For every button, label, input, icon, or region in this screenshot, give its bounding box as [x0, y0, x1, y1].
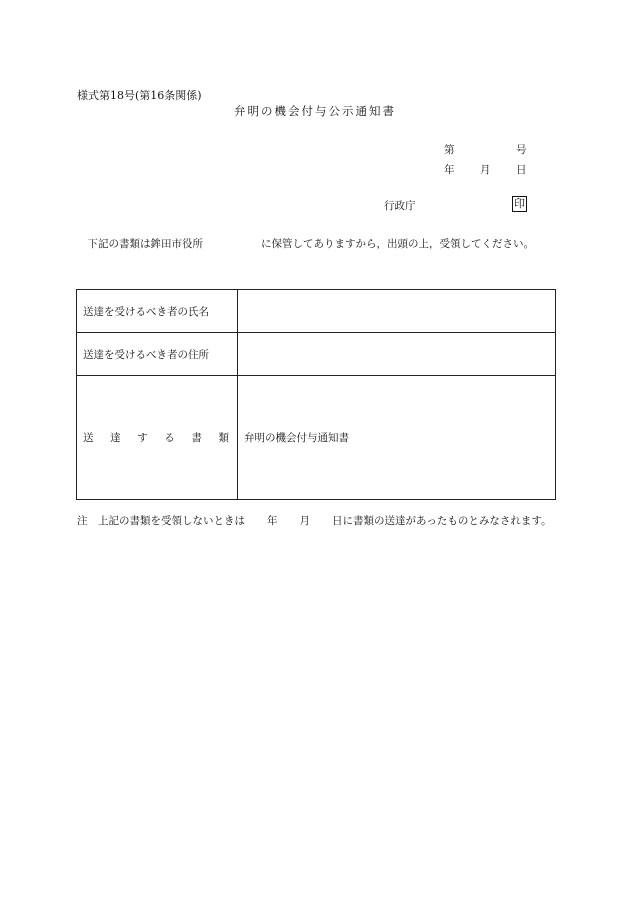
footnote-text-part1: 上記の書類を受領しないときは	[98, 515, 245, 527]
documents-value: 弁明の機会付与通知書	[238, 376, 556, 500]
documents-label	[77, 376, 238, 500]
footnote-year-label: 年	[267, 515, 278, 527]
agency-label: 行政庁	[384, 200, 416, 212]
form-number: 様式第18号(第16条関係)	[77, 89, 202, 102]
recipient-name-label: 送達を受けるべき者の氏名	[77, 290, 238, 333]
footnote	[77, 512, 557, 531]
documents-label-char: 類	[218, 432, 229, 444]
notice-text-part2: に保管してありますから，出頭の上，受領してください。	[261, 238, 534, 250]
seal-mark: 印	[514, 197, 525, 210]
number-dai-label: 第	[444, 144, 455, 156]
footnote-text-part2: 日に書類の送達があったものとみなされます。	[332, 515, 552, 527]
recipient-table	[76, 289, 556, 500]
date-month-label: 月	[480, 164, 491, 176]
documents-label-char: す	[137, 432, 148, 444]
documents-label-char: 達	[110, 432, 121, 444]
notice-paragraph	[77, 235, 557, 254]
documents-label-char: る	[164, 432, 175, 444]
table-row-name	[77, 290, 556, 333]
recipient-address-label: 送達を受けるべき者の住所	[77, 333, 238, 376]
recipient-address-field[interactable]	[238, 333, 556, 376]
footnote-prefix: 注	[77, 515, 88, 527]
documents-label-char: 書	[191, 432, 202, 444]
footnote-month-label: 月	[299, 515, 310, 527]
documents-label-char: 送	[83, 432, 94, 444]
date-year-label: 年	[444, 164, 455, 176]
recipient-name-field[interactable]	[238, 290, 556, 333]
table-row-documents	[77, 376, 556, 500]
notice-text-part1: 下記の書類は鉾田市役所	[87, 238, 203, 250]
table-row-address	[77, 333, 556, 376]
number-go-label: 号	[516, 144, 527, 156]
date-day-label: 日	[516, 164, 527, 176]
document-title: 弁明の機会付与公示通知書	[234, 104, 396, 118]
